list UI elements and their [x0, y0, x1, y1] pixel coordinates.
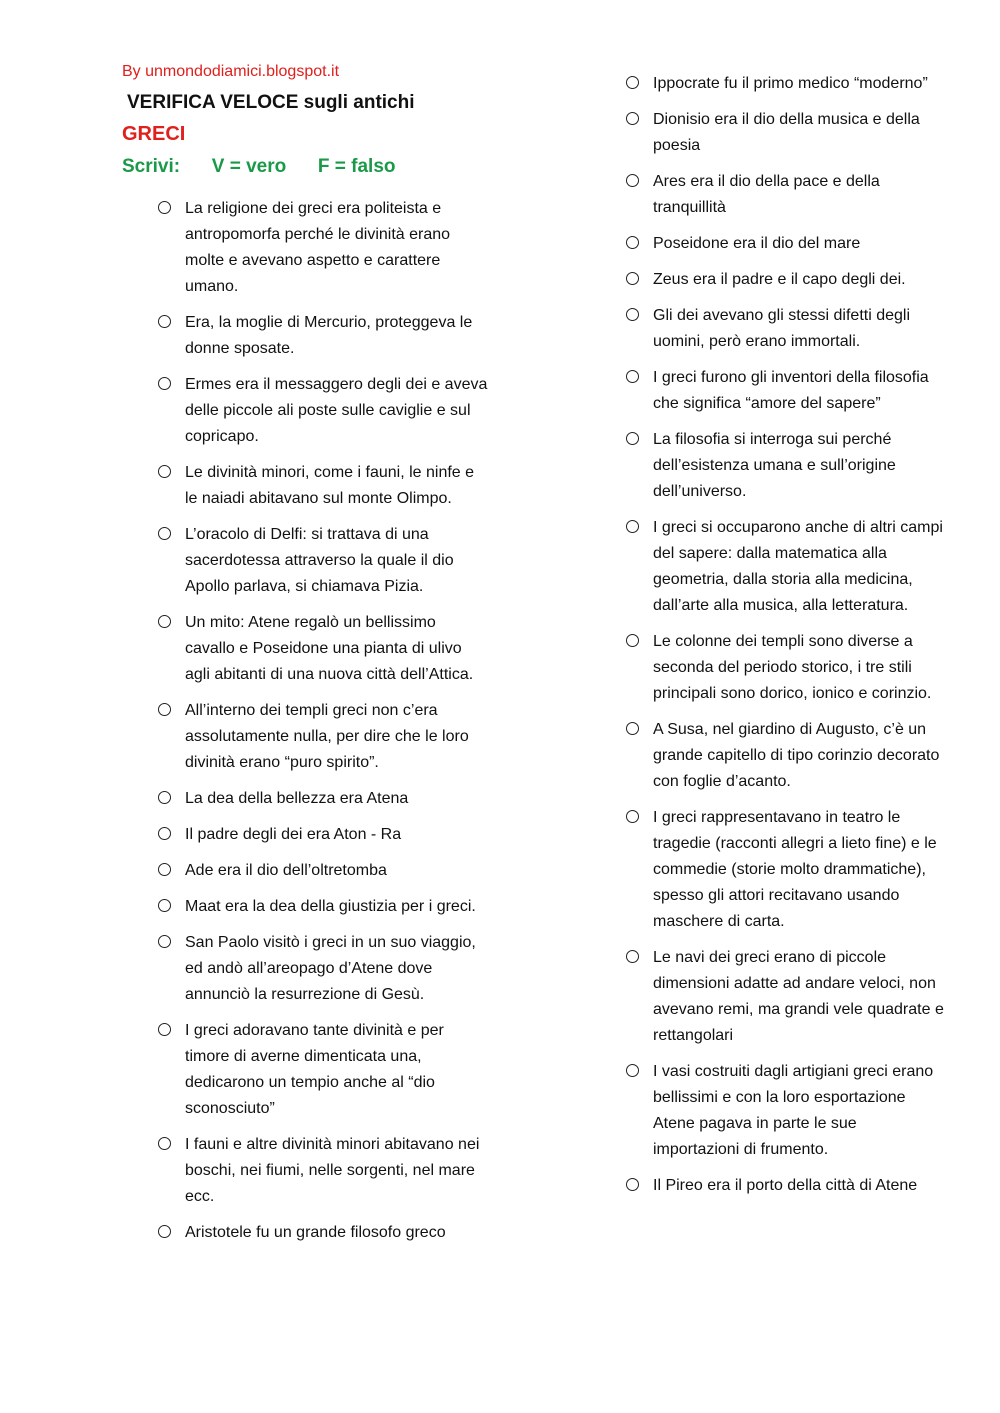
question-text: San Paolo visitò i greci in un suo viaggio, ed andò all’areopago d’Atene dove annunciò la resurrezione di Gesù.	[185, 934, 476, 1003]
question-item	[158, 1018, 488, 1122]
question-item	[158, 822, 488, 848]
question-item	[626, 365, 946, 417]
question-item	[158, 196, 488, 300]
circle-bullet-icon[interactable]	[626, 272, 639, 285]
circle-bullet-icon[interactable]	[626, 950, 639, 963]
circle-bullet-icon[interactable]	[158, 703, 171, 716]
question-item	[158, 698, 488, 776]
question-text: Il Pireo era il porto della città di Atene	[653, 1177, 918, 1194]
question-item	[626, 71, 946, 97]
question-item	[626, 805, 946, 935]
question-item	[626, 945, 946, 1049]
circle-bullet-icon[interactable]	[158, 1023, 171, 1036]
circle-bullet-icon[interactable]	[158, 615, 171, 628]
question-text: Le navi dei greci erano di piccole dimensioni adatte ad andare veloci, non avevano remi, ma grandi vele quadrate e rettangolari	[653, 949, 944, 1044]
question-text: I fauni e altre divinità minori abitavano nei boschi, nei fiumi, nelle sorgenti, nel mare ecc.	[185, 1136, 480, 1205]
question-item	[158, 1132, 488, 1210]
worksheet-header	[122, 60, 502, 184]
question-text: Maat era la dea della giustizia per i greci.	[185, 898, 476, 915]
question-text: Le colonne dei templi sono diverse a seconda del periodo storico, i tre stili principali sono dorico, ionico e corinzio.	[653, 633, 932, 702]
circle-bullet-icon[interactable]	[158, 465, 171, 478]
right-question-list	[626, 71, 946, 1209]
question-item	[158, 930, 488, 1008]
question-item	[626, 629, 946, 707]
question-item	[158, 460, 488, 512]
circle-bullet-icon[interactable]	[158, 827, 171, 840]
question-item	[626, 515, 946, 619]
question-text: L’oracolo di Delfi: si trattava di una sacerdotessa attraverso la quale il dio Apollo parlava, si chiamava Pizia.	[185, 526, 454, 595]
question-item	[158, 522, 488, 600]
question-text: Un mito: Atene regalò un bellissimo cavallo e Poseidone una pianta di ulivo agli abitanti di una nuova città dell’Attica.	[185, 614, 474, 683]
circle-bullet-icon[interactable]	[626, 174, 639, 187]
question-text: I greci adoravano tante divinità e per timore di averne dimenticata una, dedicarono un tempio anche al “dio sconosciuto”	[185, 1022, 444, 1117]
question-text: Ermes era il messaggero degli dei e aveva delle piccole ali poste sulle caviglie e sul copricapo.	[185, 376, 488, 445]
question-item	[158, 1220, 488, 1246]
left-question-list	[158, 196, 488, 1256]
circle-bullet-icon[interactable]	[626, 236, 639, 249]
question-item	[626, 107, 946, 159]
question-text: All’interno dei templi greci non c’era assolutamente nulla, per dire che le loro divinità erano “puro spirito”.	[185, 702, 469, 771]
question-text: La dea della bellezza era Atena	[185, 790, 409, 807]
question-item	[626, 1059, 946, 1163]
circle-bullet-icon[interactable]	[626, 370, 639, 383]
question-text: Le divinità minori, come i fauni, le ninfe e le naiadi abitavano sul monte Olimpo.	[185, 464, 475, 507]
circle-bullet-icon[interactable]	[626, 1178, 639, 1191]
circle-bullet-icon[interactable]	[158, 935, 171, 948]
question-text: A Susa, nel giardino di Augusto, c’è un grande capitello di tipo corinzio decorato con foglie d’acanto.	[653, 721, 940, 790]
worksheet-title: VERIFICA VELOCE sugli antichi	[127, 92, 415, 113]
question-text: Aristotele fu un grande filosofo greco	[185, 1224, 446, 1241]
circle-bullet-icon[interactable]	[158, 377, 171, 390]
question-text: Dionisio era il dio della musica e della poesia	[653, 111, 920, 154]
question-item	[158, 858, 488, 884]
circle-bullet-icon[interactable]	[158, 201, 171, 214]
question-text: La filosofia si interroga sui perché dell’esistenza umana e sull’origine dell’universo.	[653, 431, 896, 500]
byline: By unmondodiamici.blogspot.it	[122, 63, 340, 80]
circle-bullet-icon[interactable]	[626, 722, 639, 735]
circle-bullet-icon[interactable]	[158, 527, 171, 540]
circle-bullet-icon[interactable]	[158, 899, 171, 912]
question-item	[626, 717, 946, 795]
question-item	[158, 786, 488, 812]
question-item	[158, 610, 488, 688]
question-text: Ares era il dio della pace e della tranquillità	[653, 173, 880, 216]
question-text: La religione dei greci era politeista e antropomorfa perché le divinità erano molte e avevano aspetto e carattere umano.	[185, 200, 451, 295]
question-item	[158, 372, 488, 450]
question-item	[626, 169, 946, 221]
question-item	[626, 267, 946, 293]
question-item	[626, 1173, 946, 1199]
circle-bullet-icon[interactable]	[158, 791, 171, 804]
question-text: I vasi costruiti dagli artigiani greci erano bellissimi e con la loro esportazione Atene pagava in parte le sue importazioni di frumento.	[653, 1063, 934, 1158]
circle-bullet-icon[interactable]	[626, 112, 639, 125]
question-item	[626, 231, 946, 257]
question-text: Era, la moglie di Mercurio, proteggeva le donne sposate.	[185, 314, 473, 357]
question-text: I greci furono gli inventori della filosofia che significa “amore del sapere”	[653, 369, 929, 412]
question-text: Ippocrate fu il primo medico “moderno”	[653, 75, 928, 92]
circle-bullet-icon[interactable]	[158, 1137, 171, 1150]
question-item	[158, 310, 488, 362]
circle-bullet-icon[interactable]	[626, 520, 639, 533]
circle-bullet-icon[interactable]	[158, 1225, 171, 1238]
question-text: Gli dei avevano gli stessi difetti degli uomini, però erano immortali.	[653, 307, 911, 350]
question-text: I greci rappresentavano in teatro le tragedie (racconti allegri a lieto fine) e le commedie (storie molto drammatiche), spesso gli attori recitavano usando maschere di carta.	[653, 809, 937, 930]
circle-bullet-icon[interactable]	[626, 308, 639, 321]
question-text: Ade era il dio dell’oltretomba	[185, 862, 387, 879]
question-item	[626, 427, 946, 505]
question-text: I greci si occuparono anche di altri campi del sapere: dalla matematica alla geometria, dalla storia alla medicina, dall’arte alla musica, alla letteratura.	[653, 519, 943, 614]
circle-bullet-icon[interactable]	[626, 432, 639, 445]
worksheet-subtitle: GRECI	[122, 123, 186, 145]
question-text: Poseidone era il dio del mare	[653, 235, 861, 252]
instructions: Scrivi: V = vero F = falso	[122, 156, 396, 177]
question-text: Il padre degli dei era Aton - Ra	[185, 826, 402, 843]
circle-bullet-icon[interactable]	[158, 863, 171, 876]
question-item	[626, 303, 946, 355]
circle-bullet-icon[interactable]	[158, 315, 171, 328]
circle-bullet-icon[interactable]	[626, 1064, 639, 1077]
circle-bullet-icon[interactable]	[626, 634, 639, 647]
question-item	[158, 894, 488, 920]
question-text: Zeus era il padre e il capo degli dei.	[653, 271, 906, 288]
circle-bullet-icon[interactable]	[626, 810, 639, 823]
circle-bullet-icon[interactable]	[626, 76, 639, 89]
